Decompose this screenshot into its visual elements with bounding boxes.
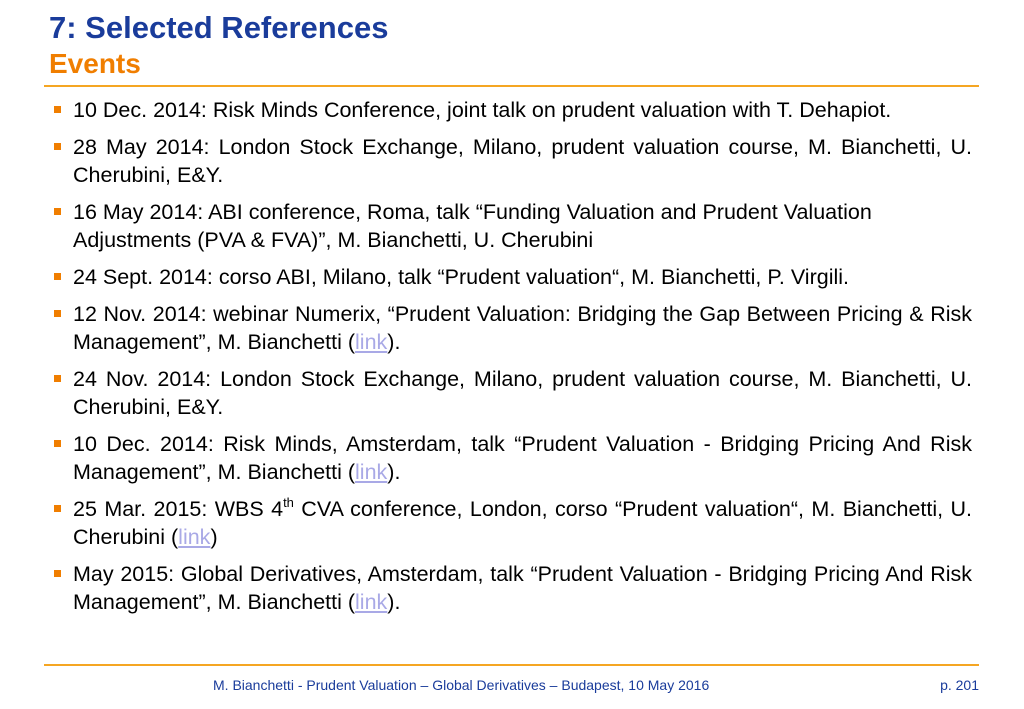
references-list [46, 96, 972, 625]
list-item [46, 198, 972, 254]
list-item [46, 300, 972, 356]
list-item [46, 133, 972, 189]
bullet-square-icon [54, 310, 61, 317]
item-text: 10 Dec. 2014: Risk Minds, Amsterdam, talk “Prudent Valuation - Bridging Pricing And Risk Management”, M. Bianchetti ( [73, 432, 972, 484]
header-divider [44, 85, 979, 87]
list-item [46, 560, 972, 616]
reference-link[interactable]: link [355, 590, 388, 614]
ordinal-superscript: th [283, 495, 294, 510]
item-text-start: 25 Mar. 2015: WBS 4 [73, 497, 284, 521]
reference-link[interactable]: link [178, 525, 211, 549]
reference-link[interactable]: link [355, 330, 388, 354]
item-text: May 2015: Global Derivatives, Amsterdam, talk “Prudent Valuation - Bridging Pricing And Risk Management”, M. Bianchetti ( [73, 562, 972, 614]
bullet-square-icon [54, 440, 61, 447]
footer-text: M. Bianchetti - Prudent Valuation – Global Derivatives – Budapest, 10 May 2016 [213, 677, 710, 693]
bullet-square-icon [54, 106, 61, 113]
page-title: 7: Selected References [49, 10, 389, 45]
bullet-square-icon [54, 273, 61, 280]
bullet-square-icon [54, 375, 61, 382]
section-subtitle: Events [49, 48, 141, 79]
item-text-end: ) [210, 525, 218, 549]
item-text-end: ). [387, 590, 401, 614]
list-item [46, 263, 972, 291]
list-item [46, 365, 972, 421]
item-text-end: ). [387, 460, 401, 484]
bullet-square-icon [54, 570, 61, 577]
bullet-square-icon [54, 505, 61, 512]
bullet-square-icon [54, 208, 61, 215]
reference-link[interactable]: link [355, 460, 388, 484]
item-text: 12 Nov. 2014: webinar Numerix, “Prudent Valuation: Bridging the Gap Between Pricing & Risk Management”, M. Bianchetti ( [73, 302, 972, 354]
item-text: 24 Sept. 2014: corso ABI, Milano, talk “Prudent valuation“, M. Bianchetti, P. Virgili. [73, 265, 850, 289]
item-text: CVA conference, London, corso “Prudent valuation“, M. Bianchetti, U. Cherubini ( [73, 497, 972, 549]
page-number: p. 201 [940, 677, 979, 693]
list-item [46, 495, 972, 551]
list-item [46, 96, 972, 124]
item-text: 10 Dec. 2014: Risk Minds Conference, joint talk on prudent valuation with T. Dehapiot. [73, 98, 892, 122]
item-text-end: ). [387, 330, 401, 354]
list-item [46, 430, 972, 486]
item-text: 16 May 2014: ABI conference, Roma, talk “Funding Valuation and Prudent Valuation Adjustments (PVA & FVA)”, M. Bianchetti, U. Cherubini [73, 200, 872, 252]
bullet-square-icon [54, 143, 61, 150]
item-text: 24 Nov. 2014: London Stock Exchange, Milano, prudent valuation course, M. Bianchetti, U. Cherubini, E&Y. [73, 367, 972, 419]
footer-divider [44, 664, 979, 666]
item-text: 28 May 2014: London Stock Exchange, Milano, prudent valuation course, M. Bianchetti, U. Cherubini, E&Y. [73, 135, 972, 187]
